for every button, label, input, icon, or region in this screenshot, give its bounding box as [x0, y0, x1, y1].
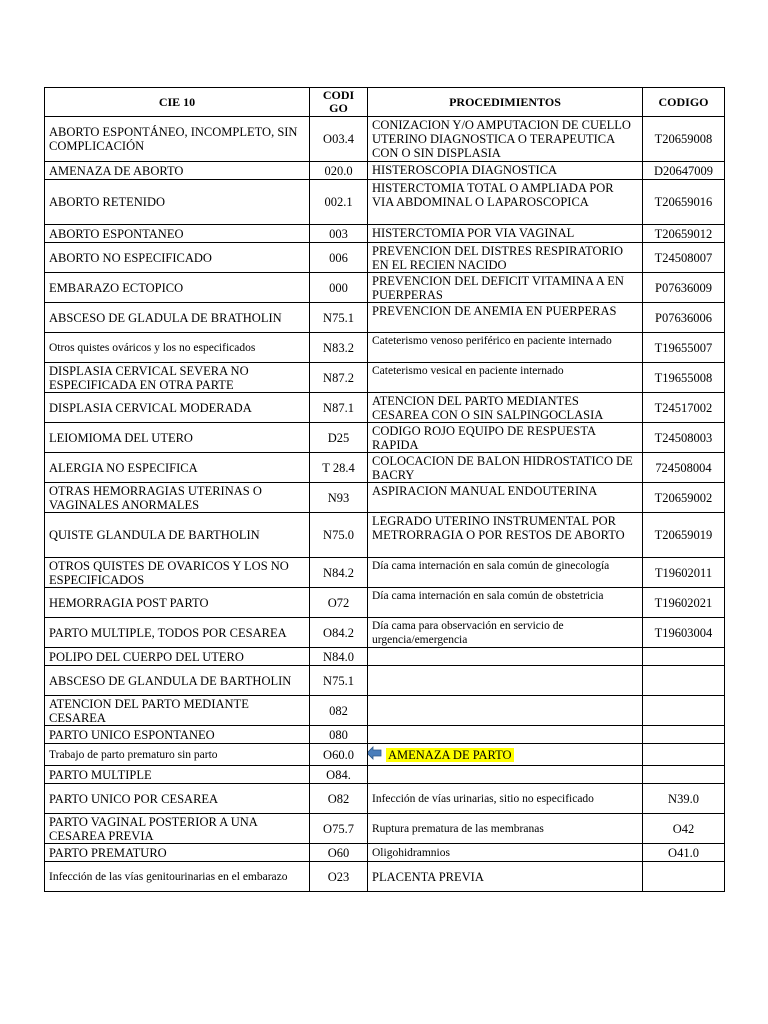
- highlighted-note: AMENAZA DE PARTO: [388, 747, 512, 762]
- cie-description-cell: Infección de las vías genitourinarias en el embarazo: [45, 862, 310, 892]
- cie-code-cell: N83.2: [310, 333, 368, 363]
- table-row: [45, 225, 725, 243]
- left-arrow-icon: [368, 746, 383, 763]
- procedure-cell: Infección de vías urinarias, sitio no especificado: [368, 784, 643, 814]
- procedure-cell: Día cama para observación en servicio de urgencia/emergencia: [368, 618, 643, 648]
- procedure-code-cell: T20659019: [643, 513, 725, 558]
- cie-description-cell: DISPLASIA CERVICAL SEVERA NO ESPECIFICADA EN OTRA PARTE: [45, 363, 310, 393]
- cie-code-cell: O23: [310, 862, 368, 892]
- cie-description-cell: EMBARAZO ECTOPICO: [45, 273, 310, 303]
- table-row: [45, 453, 725, 483]
- table-body: [45, 117, 725, 892]
- table-row: [45, 666, 725, 696]
- cie-description-cell: LEIOMIOMA DEL UTERO: [45, 423, 310, 453]
- procedure-code-cell: T20659008: [643, 117, 725, 162]
- procedure-code-cell: O42: [643, 814, 725, 844]
- cie-description-cell: PARTO VAGINAL POSTERIOR A UNA CESAREA PREVIA: [45, 814, 310, 844]
- procedure-cell: Ruptura prematura de las membranas: [368, 814, 643, 844]
- procedure-cell: HISTERCTOMIA POR VIA VAGINAL: [368, 225, 643, 243]
- table-row: [45, 862, 725, 892]
- procedure-code-cell: T24508003: [643, 423, 725, 453]
- procedure-code-cell: T19602021: [643, 588, 725, 618]
- cie-code-cell: N93: [310, 483, 368, 513]
- procedure-code-cell: [643, 726, 725, 744]
- cie-code-cell: N87.2: [310, 363, 368, 393]
- table-row: [45, 162, 725, 180]
- cie-code-cell: D25: [310, 423, 368, 453]
- cie-description-cell: OTRAS HEMORRAGIAS UTERINAS O VAGINALES ANORMALES: [45, 483, 310, 513]
- table-row: [45, 363, 725, 393]
- cie-code-cell: 002.1: [310, 180, 368, 225]
- cie-code-cell: O60: [310, 844, 368, 862]
- cie-code-cell: 080: [310, 726, 368, 744]
- procedure-code-cell: N39.0: [643, 784, 725, 814]
- header-codigo-procedimiento: CODIGO: [643, 88, 725, 117]
- procedure-code-cell: T20659012: [643, 225, 725, 243]
- procedure-cell: CODIGO ROJO EQUIPO DE RESPUESTA RAPIDA: [368, 423, 643, 453]
- procedure-code-cell: T24517002: [643, 393, 725, 423]
- table-row: [45, 784, 725, 814]
- procedure-cell: Día cama internación en sala común de ginecología: [368, 558, 643, 588]
- procedure-code-cell: T19655008: [643, 363, 725, 393]
- cie-code-cell: 000: [310, 273, 368, 303]
- cie-code-cell: 082: [310, 696, 368, 726]
- procedure-code-cell: P07636006: [643, 303, 725, 333]
- cie-description-cell: OTROS QUISTES DE OVARICOS Y LOS NO ESPECIFICADOS: [45, 558, 310, 588]
- table-row: [45, 844, 725, 862]
- procedure-cell: Día cama internación en sala común de obstetricia: [368, 588, 643, 618]
- procedure-code-cell: [643, 696, 725, 726]
- procedure-code-cell: T19603004: [643, 618, 725, 648]
- table-row: [45, 648, 725, 666]
- procedure-code-cell: T19602011: [643, 558, 725, 588]
- procedure-cell: Cateterismo vesical en paciente internado: [368, 363, 643, 393]
- codes-table-container: [44, 87, 724, 892]
- cie-description-cell: ABORTO ESPONTANEO: [45, 225, 310, 243]
- cie-description-cell: PARTO UNICO ESPONTANEO: [45, 726, 310, 744]
- cie-description-cell: ABORTO ESPONTÁNEO, INCOMPLETO, SIN COMPLICACIÓN: [45, 117, 310, 162]
- procedure-code-cell: [643, 766, 725, 784]
- table-row: [45, 618, 725, 648]
- procedure-cell: CONIZACION Y/O AMPUTACION DE CUELLO UTERINO DIAGNOSTICA O TERAPEUTICA CON O SIN DISPLASIA: [368, 117, 643, 162]
- cie-description-cell: POLIPO DEL CUERPO DEL UTERO: [45, 648, 310, 666]
- procedure-cell: Cateterismo venoso periférico en paciente internado: [368, 333, 643, 363]
- procedure-cell: PLACENTA PREVIA: [368, 862, 643, 892]
- table-row: [45, 423, 725, 453]
- procedure-cell: [368, 726, 643, 744]
- table-row: [45, 273, 725, 303]
- table-row: [45, 393, 725, 423]
- procedure-code-cell: P07636009: [643, 273, 725, 303]
- cie-code-cell: N75.1: [310, 666, 368, 696]
- procedure-cell: [368, 666, 643, 696]
- table-row: [45, 243, 725, 273]
- cie-code-cell: N84.2: [310, 558, 368, 588]
- table-row: [45, 483, 725, 513]
- procedure-code-cell: T20659016: [643, 180, 725, 225]
- procedure-code-cell: D20647009: [643, 162, 725, 180]
- procedure-cell: HISTERCTOMIA TOTAL O AMPLIADA POR VIA ABDOMINAL O LAPAROSCOPICA: [368, 180, 643, 225]
- cie-code-cell: 006: [310, 243, 368, 273]
- cie-description-cell: ALERGIA NO ESPECIFICA: [45, 453, 310, 483]
- table-row: [45, 696, 725, 726]
- annotation: [372, 746, 514, 763]
- cie-code-cell: N75.1: [310, 303, 368, 333]
- cie-code-cell: O84.2: [310, 618, 368, 648]
- cie-description-cell: PARTO PREMATURO: [45, 844, 310, 862]
- procedure-cell: ASPIRACION MANUAL ENDOUTERINA: [368, 483, 643, 513]
- procedure-cell: [368, 766, 643, 784]
- procedure-code-cell: O41.0: [643, 844, 725, 862]
- cie-description-cell: DISPLASIA CERVICAL MODERADA: [45, 393, 310, 423]
- procedure-cell: PREVENCION DE ANEMIA EN PUERPERAS: [368, 303, 643, 333]
- cie-description-cell: PARTO MULTIPLE, TODOS POR CESAREA: [45, 618, 310, 648]
- cie-code-cell: 020.0: [310, 162, 368, 180]
- table-row: [45, 588, 725, 618]
- table-row: [45, 513, 725, 558]
- procedure-cell: COLOCACION DE BALON HIDROSTATICO DE BACRY: [368, 453, 643, 483]
- procedure-cell: [368, 648, 643, 666]
- cie-code-cell: T 28.4: [310, 453, 368, 483]
- procedure-code-cell: [643, 744, 725, 766]
- cie-code-cell: N84.0: [310, 648, 368, 666]
- procedure-cell: HISTEROSCOPIA DIAGNOSTICA: [368, 162, 643, 180]
- codes-table: [44, 87, 725, 892]
- cie-description-cell: ABORTO NO ESPECIFICADO: [45, 243, 310, 273]
- procedure-code-cell: [643, 648, 725, 666]
- cie-description-cell: PARTO MULTIPLE: [45, 766, 310, 784]
- table-row: [45, 117, 725, 162]
- table-row: [45, 303, 725, 333]
- procedure-cell: ATENCION DEL PARTO MEDIANTES CESAREA CON O SIN SALPINGOCLASIA: [368, 393, 643, 423]
- table-row: [45, 333, 725, 363]
- cie-code-cell: O60.0: [310, 744, 368, 766]
- procedure-code-cell: T20659002: [643, 483, 725, 513]
- procedure-cell: [368, 696, 643, 726]
- table-row: [45, 814, 725, 844]
- cie-code-cell: N87.1: [310, 393, 368, 423]
- cie-code-cell: O03.4: [310, 117, 368, 162]
- cie-description-cell: AMENAZA DE ABORTO: [45, 162, 310, 180]
- procedure-cell: PREVENCION DEL DEFICIT VITAMINA A EN PUERPERAS: [368, 273, 643, 303]
- header-cie10: CIE 10: [45, 88, 310, 117]
- cie-description-cell: HEMORRAGIA POST PARTO: [45, 588, 310, 618]
- cie-description-cell: ABSCESO DE GLANDULA DE BARTHOLIN: [45, 666, 310, 696]
- header-row: [45, 88, 725, 117]
- procedure-code-cell: [643, 666, 725, 696]
- table-row: [45, 766, 725, 784]
- procedure-cell: [368, 744, 643, 766]
- cie-description-cell: ATENCION DEL PARTO MEDIANTE CESAREA: [45, 696, 310, 726]
- cie-code-cell: O82: [310, 784, 368, 814]
- cie-code-cell: O72: [310, 588, 368, 618]
- procedure-code-cell: [643, 862, 725, 892]
- header-procedimientos: PROCEDIMIENTOS: [368, 88, 643, 117]
- table-row: [45, 558, 725, 588]
- cie-code-cell: O75.7: [310, 814, 368, 844]
- table-row: [45, 180, 725, 225]
- cie-description-cell: Otros quistes ováricos y los no especificados: [45, 333, 310, 363]
- cie-code-cell: N75.0: [310, 513, 368, 558]
- procedure-cell: Oligohidramnios: [368, 844, 643, 862]
- cie-description-cell: Trabajo de parto prematuro sin parto: [45, 744, 310, 766]
- cie-description-cell: PARTO UNICO POR CESAREA: [45, 784, 310, 814]
- header-codigo: CODI GO: [310, 88, 368, 117]
- procedure-code-cell: T19655007: [643, 333, 725, 363]
- table-row: [45, 726, 725, 744]
- table-row: [45, 744, 725, 766]
- cie-code-cell: O84.: [310, 766, 368, 784]
- procedure-code-cell: 724508004: [643, 453, 725, 483]
- procedure-cell: LEGRADO UTERINO INSTRUMENTAL POR METRORRAGIA O POR RESTOS DE ABORTO: [368, 513, 643, 558]
- procedure-code-cell: T24508007: [643, 243, 725, 273]
- cie-code-cell: 003: [310, 225, 368, 243]
- cie-description-cell: QUISTE GLANDULA DE BARTHOLIN: [45, 513, 310, 558]
- procedure-cell: PREVENCION DEL DISTRES RESPIRATORIO EN EL RECIEN NACIDO: [368, 243, 643, 273]
- cie-description-cell: ABORTO RETENIDO: [45, 180, 310, 225]
- cie-description-cell: ABSCESO DE GLADULA DE BRATHOLIN: [45, 303, 310, 333]
